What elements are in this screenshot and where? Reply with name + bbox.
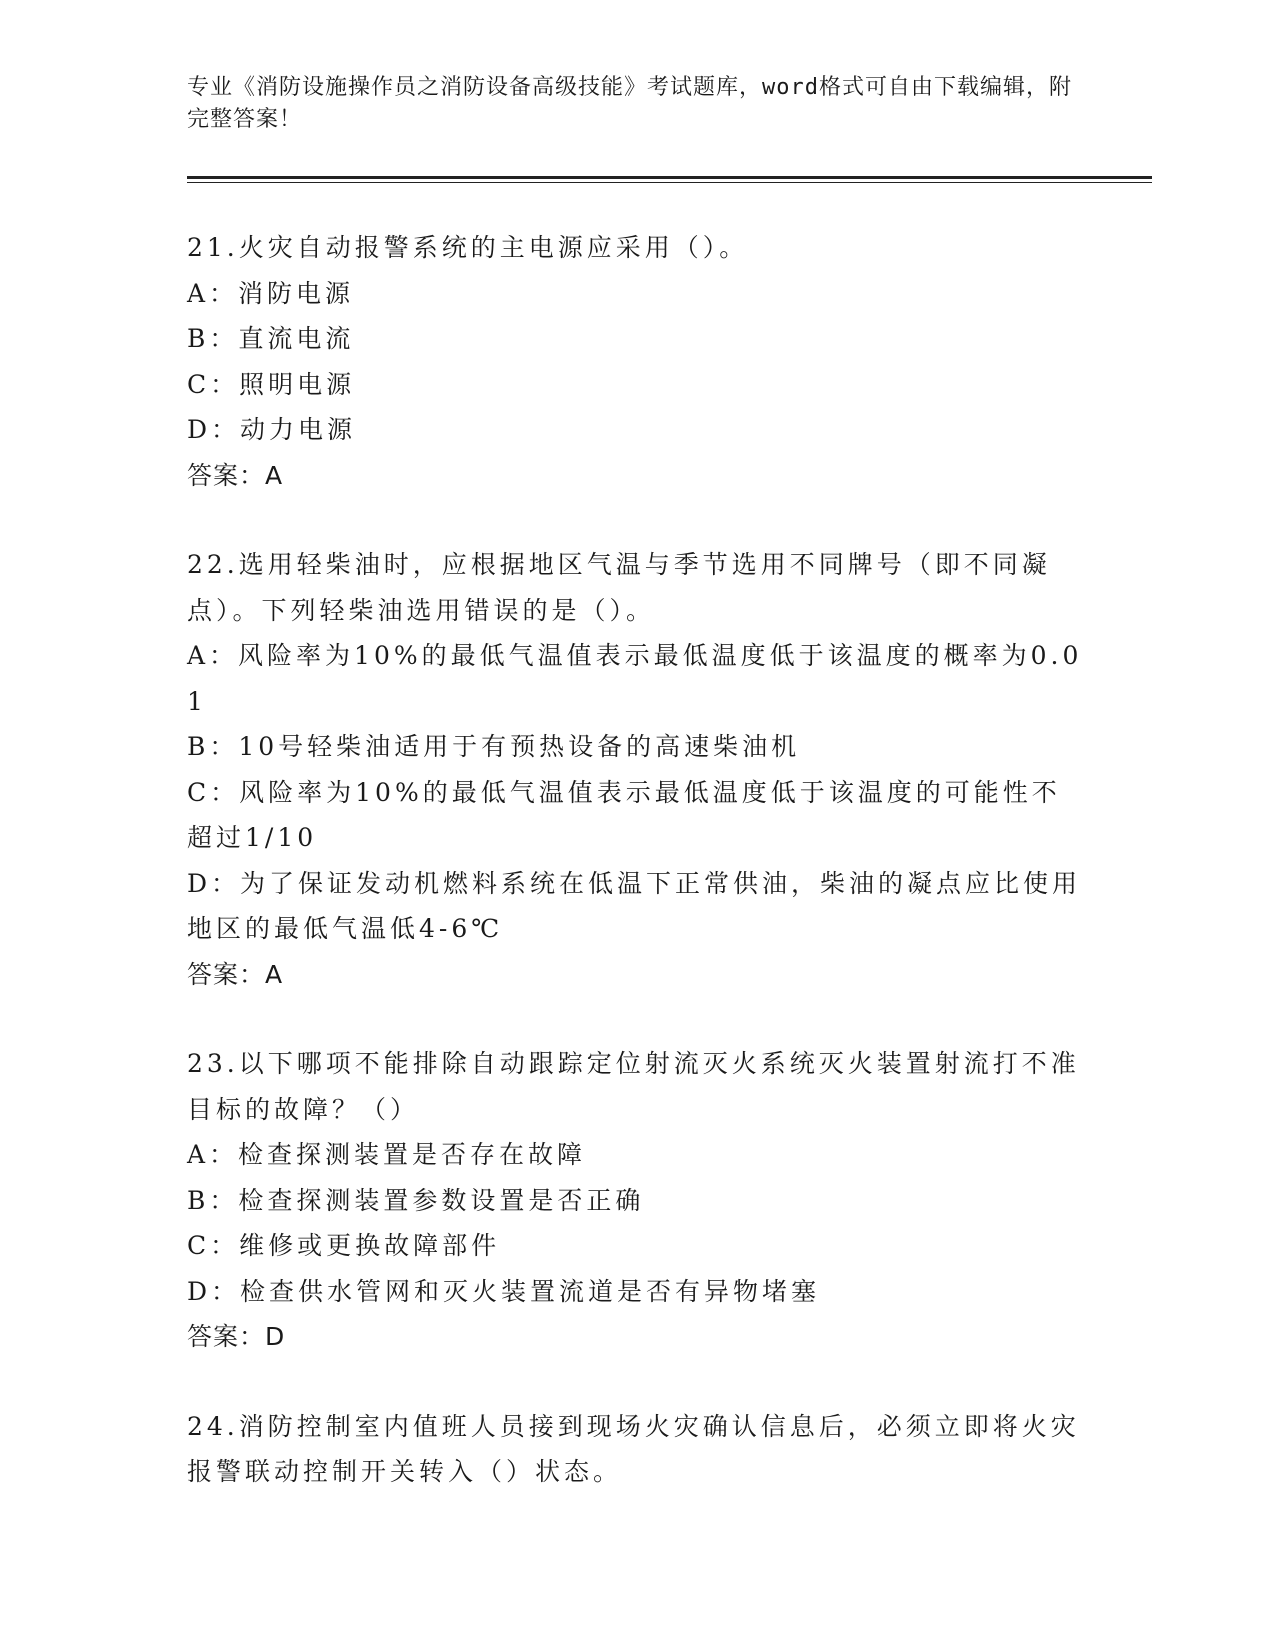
question-23	[187, 1041, 1087, 1360]
question-stem: 23.以下哪项不能排除自动跟踪定位射流灭火系统灭火装置射流打不准目标的故障？（）	[187, 1049, 1080, 1124]
option-b: B：直流电流	[187, 324, 355, 353]
option-d: D：检查供水管网和灭火装置流道是否有异物堵塞	[187, 1276, 821, 1306]
option-d: D：动力电源	[187, 415, 357, 444]
question-stem: 24.消防控制室内值班人员接到现场火灾确认信息后，必须立即将火灾报警联动控制开关转入（）状态。	[187, 1411, 1080, 1486]
option-b: B：10号轻柴油适用于有预热设备的高速柴油机	[187, 732, 801, 761]
option-c: C：风险率为10%的最低气温值表示最低温度低于该温度的可能性不超过1/10	[187, 777, 1061, 852]
header-rule-thick	[187, 176, 1152, 179]
question-list	[187, 225, 1087, 1539]
option-b: B：检查探测装置参数设置是否正确	[187, 1185, 645, 1215]
option-a: A：消防电源	[187, 278, 355, 308]
option-a: A：风险率为10%的最低气温值表示最低温度低于该温度的概率为0.01	[187, 641, 1083, 716]
question-stem: 22.选用轻柴油时，应根据地区气温与季节选用不同牌号（即不同凝点）。下列轻柴油选用错误的是（）。	[187, 550, 1051, 625]
option-c: C：维修或更换故障部件	[187, 1231, 501, 1260]
header-rule-thin	[187, 182, 1152, 183]
answer-line: 答案：A	[187, 959, 284, 989]
question-22	[187, 542, 1087, 997]
option-a: A：检查探测装置是否存在故障	[187, 1140, 587, 1169]
document-header: 专业《消防设施操作员之消防设备高级技能》考试题库，word格式可自由下载编辑，附完整答案！	[187, 75, 1072, 132]
question-stem: 21.火灾自动报警系统的主电源应采用（）。	[187, 233, 749, 262]
question-24	[187, 1404, 1087, 1495]
answer-line: 答案：D	[187, 1322, 286, 1351]
option-d: D：为了保证发动机燃料系统在低温下正常供油，柴油的凝点应比使用地区的最低气温低4-6℃	[187, 868, 1082, 943]
question-21	[187, 225, 1087, 498]
option-c: C：照明电源	[187, 369, 356, 399]
answer-line: 答案：A	[187, 460, 284, 490]
